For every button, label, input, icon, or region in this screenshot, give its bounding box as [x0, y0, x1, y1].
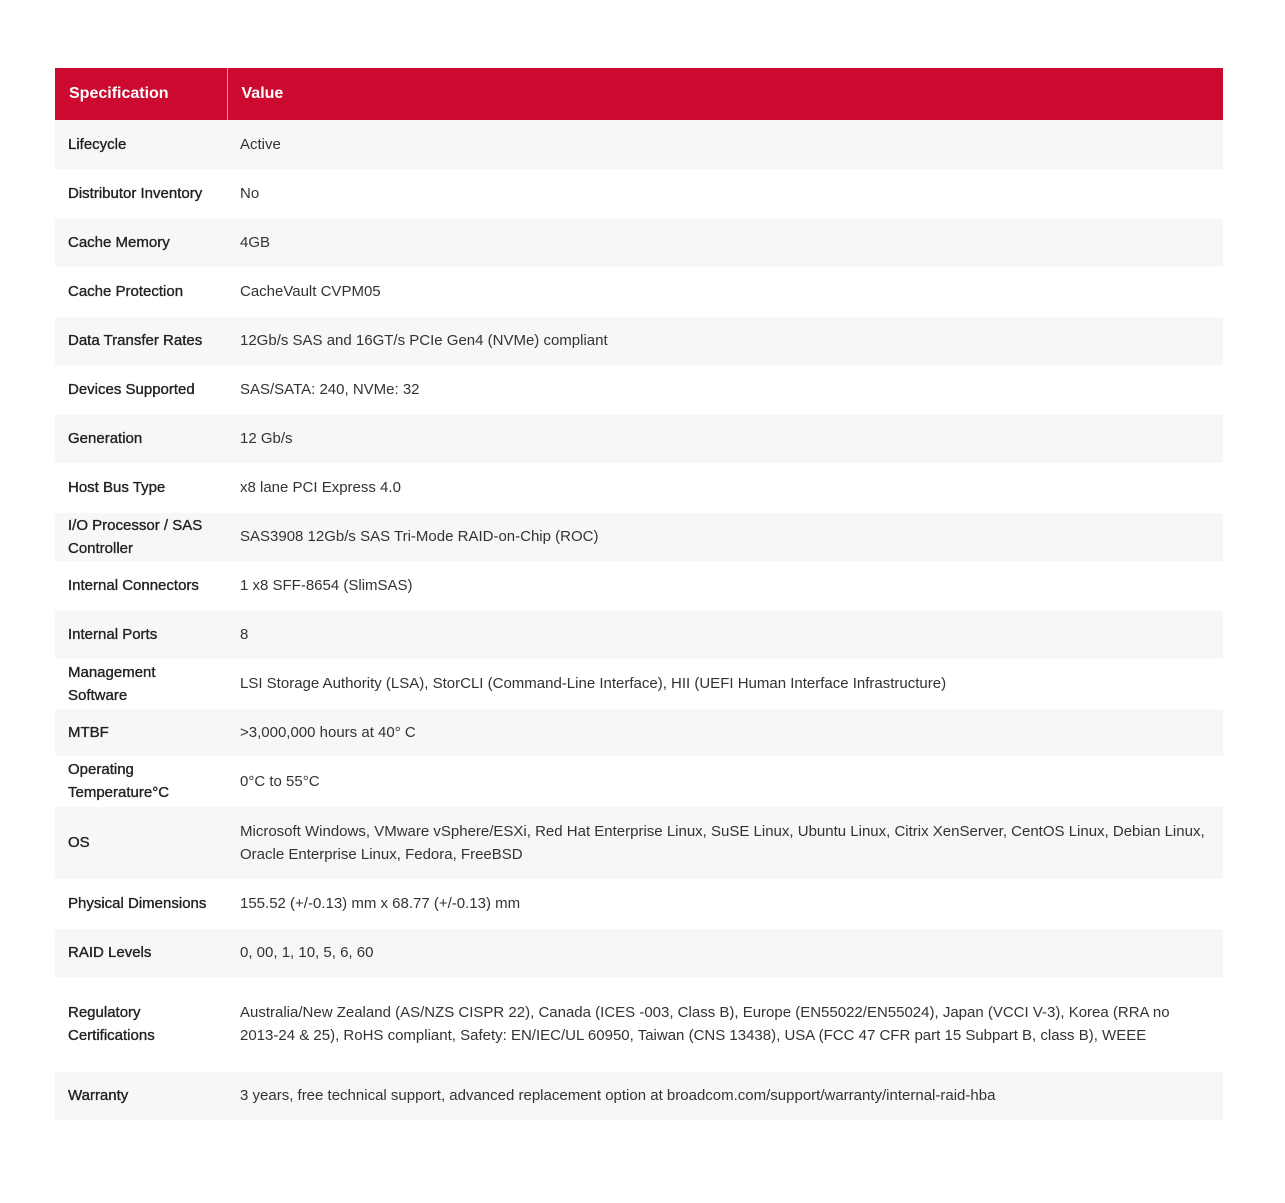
spec-value-cell: 0°C to 55°C	[227, 756, 1223, 806]
spec-value-cell: 0, 00, 1, 10, 5, 6, 60	[227, 928, 1223, 977]
spec-value-cell: Active	[227, 120, 1223, 169]
spec-value-cell: 12 Gb/s	[227, 414, 1223, 463]
table-row	[55, 218, 1223, 267]
spec-value-cell: Microsoft Windows, VMware vSphere/ESXi, Red Hat Enterprise Linux, SuSE Linux, Ubuntu Linux, Citrix XenServer, CentOS Linux, Debian Linux, Oracle Enterprise Linux, Fedora, FreeBSD	[227, 806, 1223, 879]
table-row	[55, 169, 1223, 218]
spec-value-cell: 12Gb/s SAS and 16GT/s PCIe Gen4 (NVMe) compliant	[227, 316, 1223, 365]
spec-name-cell: RAID Levels	[55, 928, 227, 977]
table-row	[55, 365, 1223, 414]
table-row	[55, 977, 1223, 1071]
spec-value-cell: No	[227, 169, 1223, 218]
spec-value-cell: 4GB	[227, 218, 1223, 267]
spec-name-cell: Data Transfer Rates	[55, 316, 227, 365]
spec-name-cell: Generation	[55, 414, 227, 463]
spec-name-cell: Management Software	[55, 659, 227, 708]
table-row	[55, 414, 1223, 463]
spec-name-cell: Warranty	[55, 1071, 227, 1120]
table-row	[55, 806, 1223, 879]
spec-value-cell: >3,000,000 hours at 40° C	[227, 708, 1223, 756]
spec-name-cell: Internal Ports	[55, 610, 227, 659]
spec-name-cell: Cache Protection	[55, 267, 227, 316]
table-row	[55, 1071, 1223, 1120]
spec-value-cell: 8	[227, 610, 1223, 659]
table-row	[55, 708, 1223, 756]
header-specification: Specification	[55, 68, 227, 120]
table-body	[55, 120, 1223, 1120]
spec-value-cell: SAS3908 12Gb/s SAS Tri-Mode RAID-on-Chip (ROC)	[227, 512, 1223, 561]
table-row	[55, 463, 1223, 512]
table-row	[55, 561, 1223, 610]
spec-name-cell: I/O Processor / SAS Controller	[55, 512, 227, 561]
spec-name-cell: Operating Temperature°C	[55, 756, 227, 806]
spec-name-cell: Lifecycle	[55, 120, 227, 169]
table-row	[55, 610, 1223, 659]
spec-value-cell: LSI Storage Authority (LSA), StorCLI (Command-Line Interface), HII (UEFI Human Interface Infrastructure)	[227, 659, 1223, 708]
spec-value-cell: CacheVault CVPM05	[227, 267, 1223, 316]
specification-table	[55, 68, 1223, 1121]
spec-value-cell: Australia/New Zealand (AS/NZS CISPR 22), Canada (ICES -003, Class B), Europe (EN55022/EN55024), Japan (VCCI V-3), Korea (RRA no 2013-24 & 25), RoHS compliant, Safety: EN/IEC/UL 60950, Taiwan (CNS 13438), USA (FCC 47 CFR part 15 Subpart B, class B), WEEE	[227, 977, 1223, 1071]
spec-value-cell: 155.52 (+/-0.13) mm x 68.77 (+/-0.13) mm	[227, 879, 1223, 928]
spec-name-cell: OS	[55, 806, 227, 879]
spec-name-cell: Distributor Inventory	[55, 169, 227, 218]
table-header	[55, 68, 1223, 120]
spec-value-cell: 1 x8 SFF-8654 (SlimSAS)	[227, 561, 1223, 610]
spec-name-cell: Internal Connectors	[55, 561, 227, 610]
spec-value-cell: 3 years, free technical support, advanced replacement option at broadcom.com/support/warranty/internal-raid-hba	[227, 1071, 1223, 1120]
table-row	[55, 120, 1223, 169]
spec-name-cell: Host Bus Type	[55, 463, 227, 512]
table-row	[55, 512, 1223, 561]
table-row	[55, 316, 1223, 365]
spec-name-cell: Physical Dimensions	[55, 879, 227, 928]
table-row	[55, 267, 1223, 316]
table-row	[55, 879, 1223, 928]
spec-name-cell: Regulatory Certifications	[55, 977, 227, 1071]
spec-name-cell: MTBF	[55, 708, 227, 756]
spec-value-cell: x8 lane PCI Express 4.0	[227, 463, 1223, 512]
header-row	[55, 68, 1223, 120]
table-row	[55, 756, 1223, 806]
header-value: Value	[227, 68, 1223, 120]
spec-name-cell: Cache Memory	[55, 218, 227, 267]
spec-name-cell: Devices Supported	[55, 365, 227, 414]
spec-value-cell: SAS/SATA: 240, NVMe: 32	[227, 365, 1223, 414]
table-row	[55, 659, 1223, 708]
table-row	[55, 928, 1223, 977]
